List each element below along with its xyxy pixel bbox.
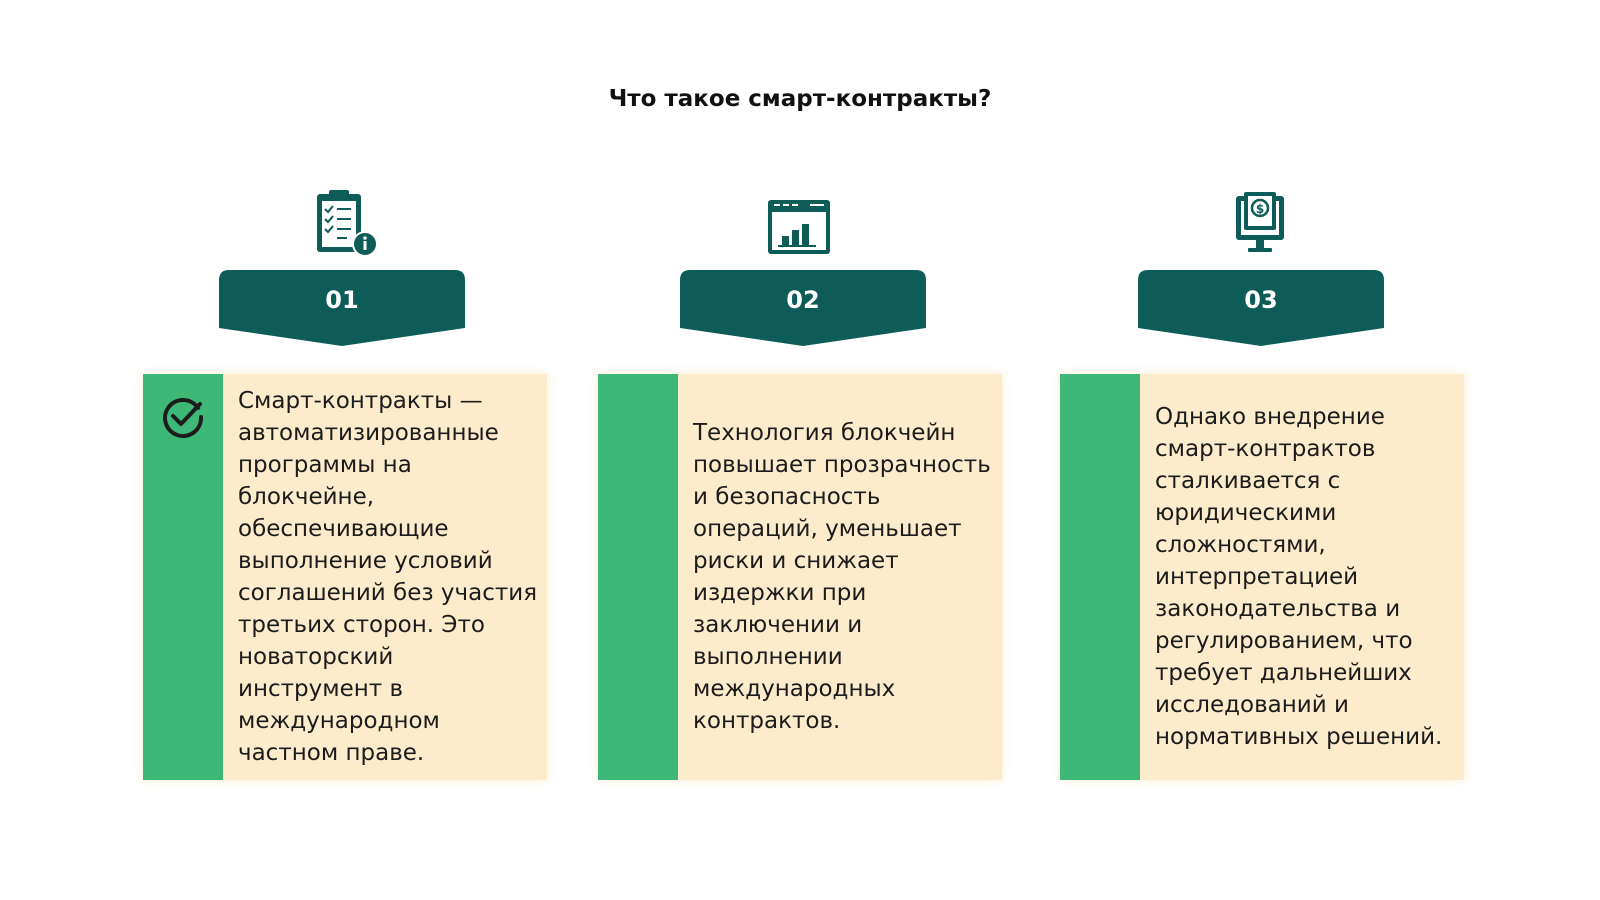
step-badge-03: [1138, 270, 1384, 348]
step-number: 01: [325, 286, 359, 314]
money-monitor-icon: [1228, 188, 1294, 258]
dashboard-chart-icon: [766, 188, 832, 258]
check-circle-icon: [160, 394, 206, 440]
step-number: 02: [786, 286, 820, 314]
description-card-02: [598, 374, 1002, 780]
svg-text:$: $: [1255, 202, 1265, 216]
description-card-03: [1060, 374, 1464, 780]
card-text-content: Технология блокчейн повышает прозрачность и безопасность операций, уменьшает риски и снижает издержки при заключении и выполнении международных контрактов.: [693, 420, 991, 734]
card-text-content: Смарт-контракты — автоматизированные программы на блокчейне, обеспечивающие выполнение условий соглашений без участия третьих сторон. Это новаторский инструмент в международном частном праве.: [238, 388, 538, 766]
step-badge-01: [219, 270, 465, 348]
card-text: [1155, 374, 1455, 780]
page-title: Что такое смарт-контракты?: [608, 86, 992, 112]
step-badge-02: [680, 270, 926, 348]
description-card-01: [143, 374, 547, 780]
checklist-info-icon: [313, 188, 379, 258]
card-text: [693, 374, 993, 780]
card-text-content: Однако внедрение смарт-контрактов сталкивается с юридическими сложностями, интерпретацией законодательства и регулированием, что требует дальнейших исследований и нормативных решений.: [1155, 404, 1443, 750]
card-text: [238, 374, 538, 780]
step-number: 03: [1244, 286, 1278, 314]
accent-bar: [1060, 374, 1140, 780]
accent-bar: [598, 374, 678, 780]
